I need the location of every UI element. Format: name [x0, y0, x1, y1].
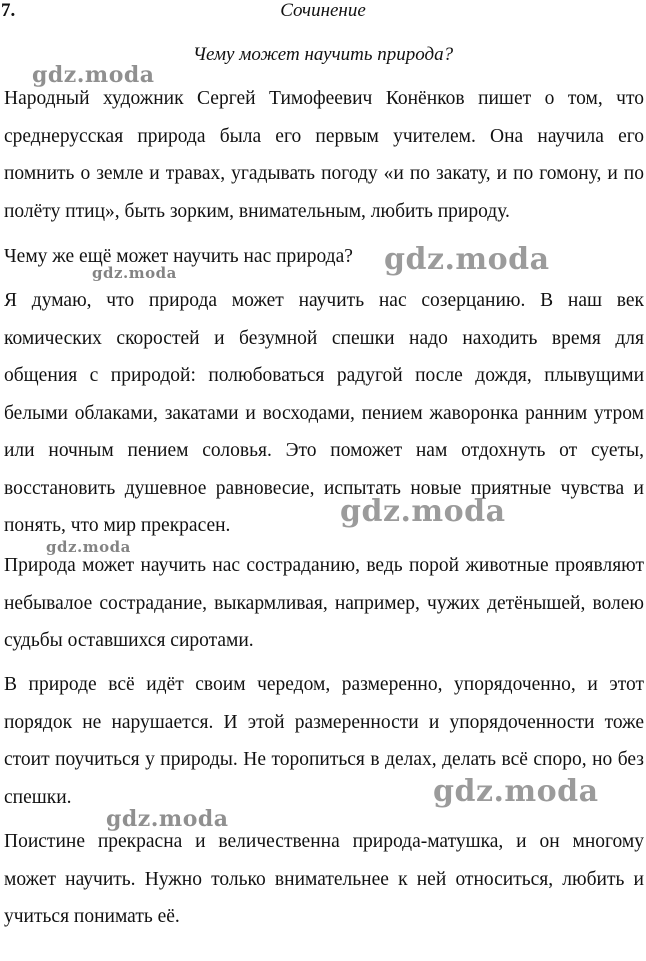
paragraph-3: Я думаю, что природа может научить нас созерцанию. В наш век комических скоростей и безумной спешки надо находить время для общения с природой: полюбоваться радугой после дождя, плывущими белыми облаками, закатами и восходами, пением жаворонка ранним утром или ночным пением соловья. Это поможет нам отдохнуть от суеты, восстановить душевное равновесие, испытать новые приятные чувства и понять, что мир прекрасен. [4, 290, 644, 536]
watermark: gdz.moda [92, 264, 177, 282]
paragraph-2: Чему же ещё может научить нас природа? [4, 246, 353, 267]
paragraph-4: Природа может научить нас состраданию, ведь порой животные проявляют небывалое сострадание, выкармливая, например, чужих детёнышей, волею судьбы оставшихся сиротами. [4, 555, 644, 651]
watermark: gdz.moda [106, 806, 229, 832]
paragraph-6: Поистине прекрасна и величественна природа-матушка, и он многому может научить. Нужно только внимательнее к ней относиться, любить и учиться понимать её. [4, 831, 644, 927]
watermark: gdz.moda [384, 242, 550, 277]
watermark: gdz.moda [433, 774, 599, 809]
exercise-number: 7. [1, 0, 16, 21]
essay-title: Чему может научить природа? [192, 44, 454, 65]
watermark: gdz.moda [46, 538, 131, 556]
paragraph-1: Народный художник Сергей Тимофеевич Конёнков пишет о том, что среднерусская природа была его первым учителем. Она научила его помнить о земле и травах, угадывать погоду «и по закату, и по гомону, и по полёту птиц», быть зорким, внимательным, любить природу. [4, 88, 644, 222]
watermark: gdz.moda [32, 62, 155, 88]
essay-heading: Сочинение [280, 0, 366, 21]
paragraph-5: В природе всё идёт своим чередом, размеренно, упорядоченно, и этот порядок не нарушается. И этой размеренности и упорядоченности тоже стоит поучиться у природы. Не торопиться в делах, делать всё споро, но без спешки. [4, 674, 644, 808]
watermark: gdz.moda [340, 494, 506, 529]
